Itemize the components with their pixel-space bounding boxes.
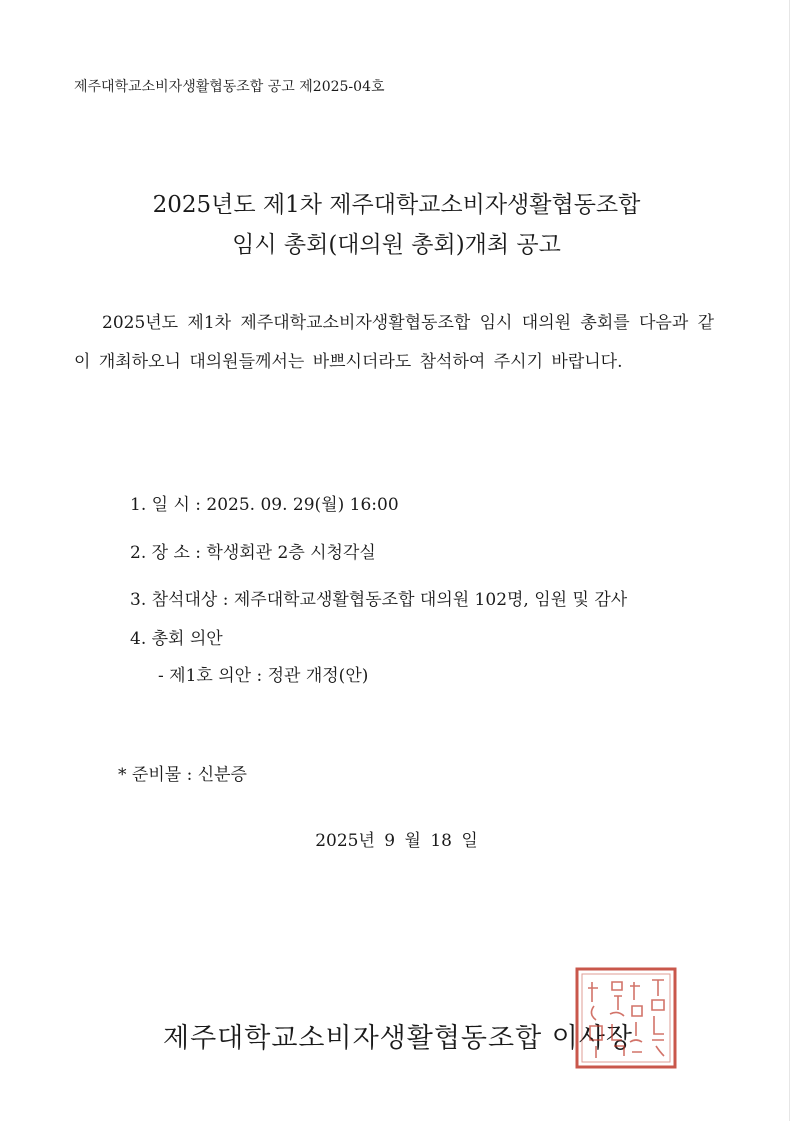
- signer-name: 제주대학교소비자생활협동조합 이사장: [163, 1023, 633, 1054]
- item-attendees: 3. 참석대상 : 제주대학교생활협동조합 대의원 102명, 임원 및 감사: [130, 590, 628, 610]
- page-edge-line: [789, 0, 790, 1121]
- document-title-line1: 2025년도 제1차 제주대학교소비자생활협동조합: [152, 192, 641, 218]
- preparation-note: * 준비물 : 신분증: [118, 765, 247, 785]
- item-agenda: 4. 총회 의안: [130, 629, 223, 649]
- item-datetime: 1. 일 시 : 2025. 09. 29(월) 16:00: [130, 495, 399, 515]
- notice-date: 2025년 9 월 18 일: [315, 831, 478, 851]
- official-seal-icon: [574, 966, 678, 1070]
- agenda-item-1: - 제1호 의안 : 정관 개정(안): [158, 666, 369, 686]
- item-location: 2. 장 소 : 학생회관 2층 시청각실: [130, 543, 376, 563]
- notice-number: 제주대학교소비자생활협동조합 공고 제2025-04호: [74, 79, 385, 95]
- document-title-line2: 임시 총회(대의원 총회)개최 공고: [232, 232, 561, 258]
- notice-body-paragraph: 2025년도 제1차 제주대학교소비자생활협동조합 임시 대의원 총회를 다음과 같이 개최하오니 대의원들께서는 바쁘시더라도 참석하여 주시기 바랍니다.: [74, 313, 714, 372]
